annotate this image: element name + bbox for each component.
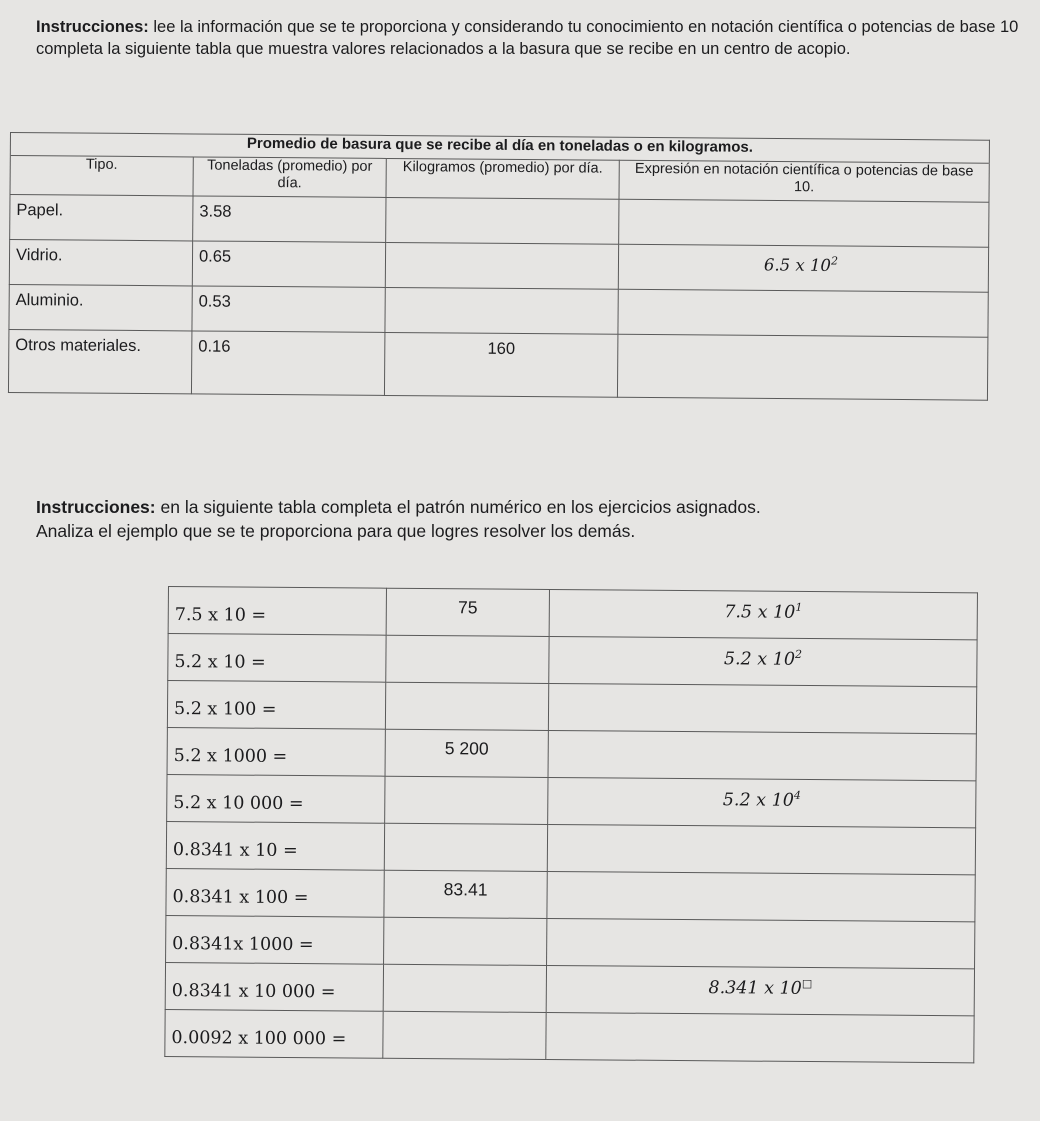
header-kilogramos: Kilogramos (promedio) por día. <box>386 158 619 199</box>
table-row <box>168 634 977 687</box>
kilogramos-cell[interactable] <box>385 242 618 289</box>
table-row <box>166 915 975 968</box>
expression-cell: 0.8341 x 10 = <box>166 821 384 870</box>
expresion-cell[interactable] <box>619 199 989 247</box>
table-row <box>8 329 987 400</box>
sci-base: 8.341 x 10 <box>708 978 802 999</box>
sci-base: 5.2 x 10 <box>722 790 794 811</box>
instructions-label: Instrucciones: <box>36 18 149 36</box>
instructions-line-1: en la siguiente tabla completa el patrón numérico en los ejercicios asignados. <box>155 497 761 517</box>
table-row <box>168 587 977 640</box>
expresion-cell[interactable] <box>618 244 988 292</box>
expresion-cell[interactable] <box>617 334 987 400</box>
header-toneladas: Toneladas (promedio) por día. <box>193 157 386 198</box>
tipo-cell: Aluminio. <box>9 284 192 330</box>
scientific-cell[interactable] <box>547 871 975 921</box>
tipo-cell: Papel. <box>10 195 193 241</box>
table-row <box>165 1009 974 1062</box>
expression-cell: 0.8341x 1000 = <box>166 915 384 964</box>
expression-cell: 0.8341 x 10 000 = <box>165 962 383 1011</box>
table-row <box>167 681 976 734</box>
scientific-cell[interactable] <box>546 965 974 1015</box>
scientific-cell[interactable] <box>548 683 976 733</box>
expression-cell: 5.2 x 1000 = <box>167 727 385 776</box>
toneladas-cell: 0.16 <box>191 331 384 396</box>
value-cell[interactable]: 83.41 <box>384 870 547 918</box>
instructions-paragraph-2 <box>36 495 1026 543</box>
value-cell[interactable] <box>383 1011 546 1059</box>
scientific-cell[interactable] <box>548 730 976 780</box>
waste-table <box>8 132 990 401</box>
instructions-paragraph-1 <box>36 16 1026 60</box>
scientific-cell[interactable] <box>547 918 975 968</box>
instructions-label: Instrucciones: <box>36 497 156 517</box>
scientific-cell[interactable] <box>548 777 976 827</box>
sci-exponent: 2 <box>794 647 803 661</box>
kilogramos-cell[interactable]: 160 <box>384 332 617 397</box>
scientific-cell[interactable] <box>546 1012 974 1062</box>
value-cell[interactable] <box>384 917 547 965</box>
expresion-base: 6.5 x 10 <box>763 255 832 275</box>
expression-cell: 0.8341 x 100 = <box>166 868 384 917</box>
sci-exponent: 1 <box>795 600 803 614</box>
scientific-cell[interactable] <box>549 589 977 639</box>
value-cell[interactable] <box>383 964 546 1012</box>
tipo-cell: Vidrio. <box>9 240 192 286</box>
table-row <box>166 821 975 874</box>
table-row <box>9 240 988 293</box>
waste-table-caption: Promedio de basura que se recibe al día en toneladas o en kilogramos. <box>10 133 989 164</box>
scientific-cell[interactable] <box>549 636 977 686</box>
expression-cell: 0.0092 x 100 000 = <box>165 1009 383 1058</box>
value-cell[interactable]: 5 200 <box>385 729 548 777</box>
value-cell[interactable] <box>384 823 547 871</box>
table-row <box>9 284 988 337</box>
kilogramos-cell[interactable] <box>386 197 619 244</box>
expresion-exponent: 2 <box>830 254 839 268</box>
table-row <box>167 727 976 780</box>
kilogramos-cell[interactable] <box>385 287 618 334</box>
expression-cell: 7.5 x 10 = <box>168 587 386 636</box>
table-row <box>167 774 976 827</box>
header-tipo: Tipo. <box>10 156 193 196</box>
sci-base: 5.2 x 10 <box>723 649 796 670</box>
pattern-table <box>164 586 978 1063</box>
table-row <box>165 962 974 1015</box>
sci-base: 7.5 x 10 <box>724 602 796 623</box>
value-cell[interactable]: 75 <box>386 588 549 636</box>
table-row <box>166 868 975 921</box>
value-cell[interactable] <box>386 635 549 683</box>
value-cell[interactable] <box>385 776 548 824</box>
expresion-cell[interactable] <box>618 289 988 337</box>
expression-cell: 5.2 x 100 = <box>167 681 385 730</box>
expression-cell: 5.2 x 10 = <box>168 634 386 683</box>
toneladas-cell: 3.58 <box>193 196 386 243</box>
sci-exponent: □ <box>801 976 813 991</box>
instructions-line-2: Analiza el ejemplo que se te proporciona para que logres resolver los demás. <box>36 521 636 541</box>
header-expresion: Expresión en notación científica o potencias de base 10. <box>619 160 989 202</box>
sci-exponent: 4 <box>793 788 801 802</box>
scientific-cell[interactable] <box>547 824 975 874</box>
tipo-cell: Otros materiales. <box>8 329 191 393</box>
toneladas-cell: 0.53 <box>192 286 385 333</box>
instructions-text: lee la información que se te proporciona y considerando tu conocimiento en notación científica o potencias de base 10 completa la siguiente tabla que muestra valores relacionados a la basura que se recibe en un centro de acopio. <box>36 18 1019 58</box>
expression-cell: 5.2 x 10 000 = <box>167 774 385 823</box>
toneladas-cell: 0.65 <box>192 241 385 288</box>
value-cell[interactable] <box>385 682 548 730</box>
table-row <box>10 195 989 248</box>
